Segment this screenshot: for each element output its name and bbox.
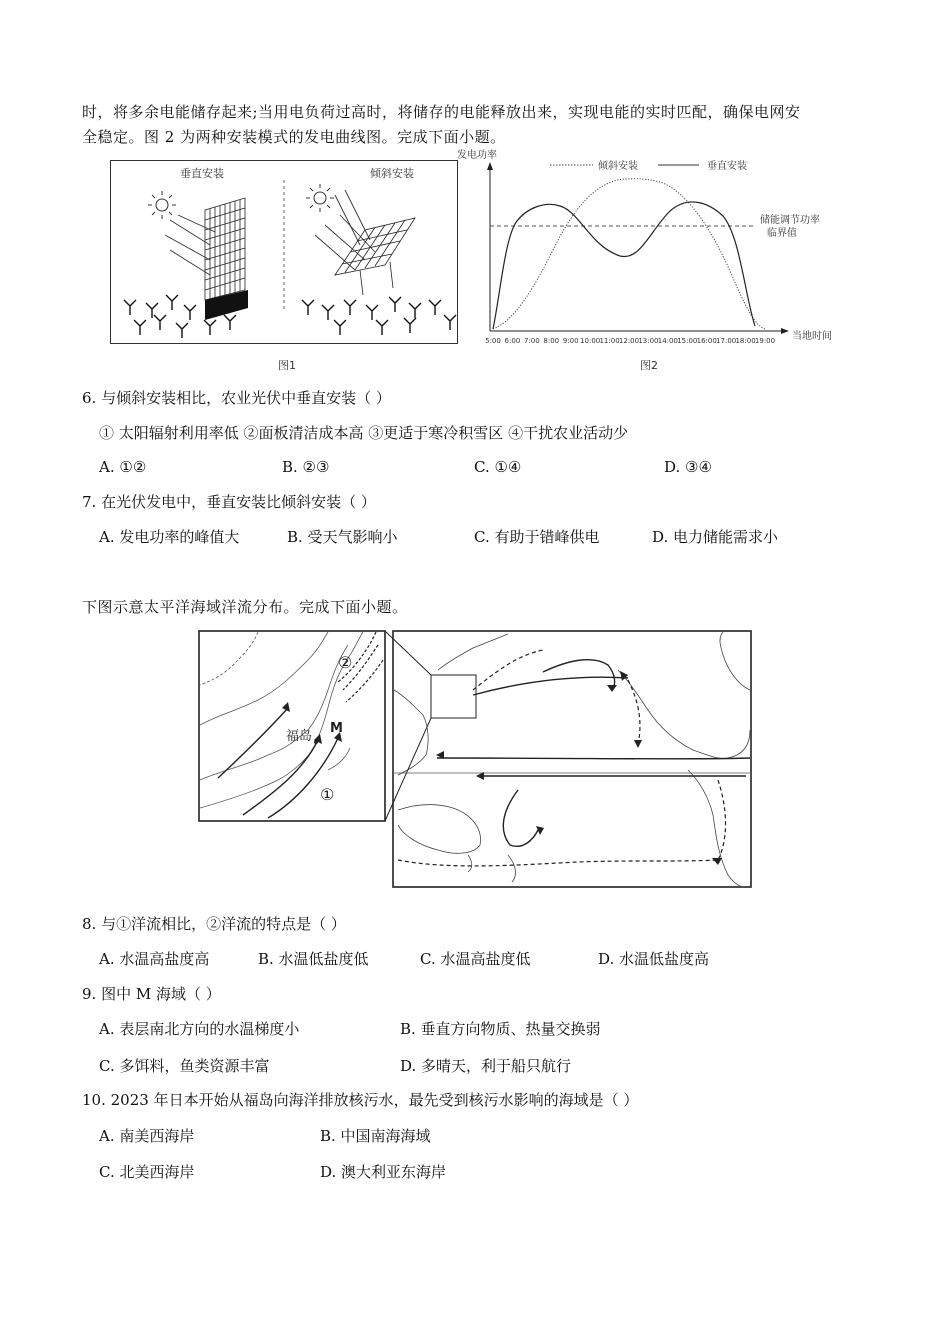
q9-option-b[interactable]: B. 垂直方向物质、热量交换弱 [400,1020,601,1038]
x-tick-label: 14:00 [657,337,678,345]
q8-option-b[interactable]: B. 水温低盐度低 [258,950,369,968]
fukushima-dot [314,740,318,744]
figure-1 [110,160,458,344]
q7-option-d[interactable]: D. 电力储能需求小 [652,528,779,546]
q6-option-a[interactable]: A. ①② [99,458,147,476]
q9-option-a[interactable]: A. 表层南北方向的水温梯度小 [99,1020,300,1038]
figure-1-caption: 图1 [278,359,296,372]
q6-stem: 6. 与倾斜安装相比，农业光伏中垂直安装（ ） [82,389,391,407]
legend-vertical: 垂直安装 [707,161,747,172]
q8-option-c[interactable]: C. 水温高盐度低 [420,950,531,968]
q10-option-c[interactable]: C. 北美西海岸 [99,1163,195,1181]
series-tilted [493,179,765,329]
inset-map-frame [199,631,385,821]
q7-option-b[interactable]: B. 受天气影响小 [287,528,398,546]
x-tick-label: 13:00 [638,337,659,345]
x-tick-label: 19:00 [754,337,776,345]
x-tick-label: 10:00 [580,337,601,345]
x-tick-label: 18:00 [735,337,756,345]
x-tick-label: 12:00 [618,337,640,345]
q6-option-c[interactable]: C. ①④ [474,458,522,476]
chart-ylabel: 发电功率 [457,150,497,161]
q8-option-a[interactable]: A. 水温高盐度高 [99,950,210,968]
current-1-label: ① [320,785,335,804]
q10-option-a[interactable]: A. 南美西海岸 [99,1127,195,1145]
q10-option-b[interactable]: B. 中国南海海域 [320,1127,431,1145]
figure-2-chart [455,146,855,348]
q6-items: ① 太阳辐射利用率低 ②面板清洁成本高 ③更适于寒冷积雪区 ④干扰农业活动少 [99,424,629,442]
figure-2-caption: 图2 [640,359,658,372]
label-vertical: 垂直安装 [180,167,224,180]
q10-stem: 10. 2023 年日本开始从福岛向海洋排放核污水，最先受到核污水影响的海域是（ ） [82,1091,639,1109]
fukushima-label: 福岛 [286,729,313,744]
ocean-current-map [198,630,754,890]
m-sea-label: M [330,721,343,736]
x-tick-label: 5:00 [485,337,501,345]
q7-option-a[interactable]: A. 发电功率的峰值大 [99,528,240,546]
intro-line-2: 全稳定。图 2 为两种安装模式的发电曲线图。完成下面小题。 [82,128,506,146]
x-tick-label: 8:00 [543,337,560,345]
x-tick-label: 9:00 [562,337,579,345]
q6-option-d[interactable]: D. ③④ [664,458,712,476]
q8-stem: 8. 与①洋流相比，②洋流的特点是（ ） [82,915,346,933]
q9-option-d[interactable]: D. 多晴天，利于船只航行 [400,1057,572,1075]
legend-tilted: 倾斜安装 [598,161,638,172]
current-2-label: ② [338,653,353,672]
section2-intro: 下图示意太平洋海域洋流分布。完成下面小题。 [82,598,408,616]
q8-option-d[interactable]: D. 水温低盐度高 [598,950,710,968]
x-tick-label: 16:00 [696,337,717,345]
threshold-label-1: 储能调节功率 [760,215,820,226]
label-tilted: 倾斜安装 [370,167,414,180]
x-tick-label: 6:00 [504,337,521,345]
q6-option-b[interactable]: B. ②③ [282,458,330,476]
x-tick-label: 7:00 [523,337,540,345]
x-tick-label: 11:00 [599,337,620,345]
x-tick-label: 17:00 [716,337,737,345]
x-axis-arrow [781,328,789,334]
chart-xlabel: 当地时间 [792,331,832,342]
y-axis-arrow [487,162,493,170]
q7-option-c[interactable]: C. 有助于错峰供电 [474,528,600,546]
q9-stem: 9. 图中 M 海域（ ） [82,985,221,1003]
x-tick-labels [485,337,775,345]
q10-option-d[interactable]: D. 澳大利亚东海岸 [320,1163,447,1181]
threshold-label-2: 临界值 [767,228,797,239]
series-vertical [493,202,755,329]
q9-option-c[interactable]: C. 多饵料，鱼类资源丰富 [99,1057,270,1075]
intro-line-1: 时，将多余电能储存起来;当用电负荷过高时，将储存的电能释放出来，实现电能的实时匹配，确保电网安 [82,103,801,121]
q7-stem: 7. 在光伏发电中，垂直安装比倾斜安装（ ） [82,493,376,511]
x-tick-label: 15:00 [677,337,698,345]
